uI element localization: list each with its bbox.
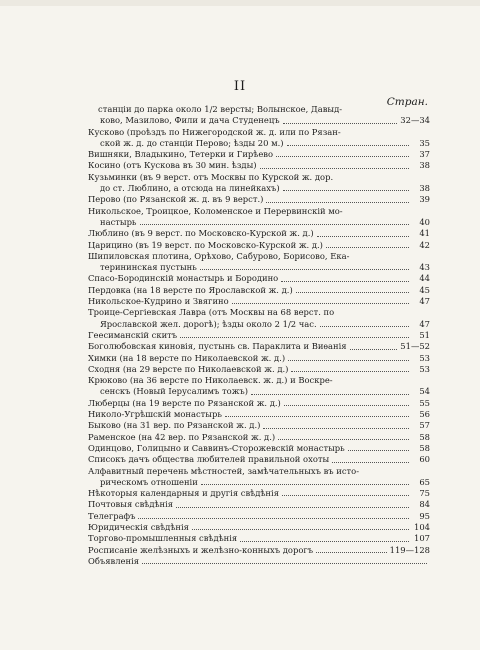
toc-line bbox=[88, 127, 430, 138]
toc-entry-text: терининская пустынь bbox=[100, 262, 197, 273]
toc-page-number: 40 bbox=[419, 216, 430, 227]
toc-line bbox=[88, 183, 430, 194]
toc-line bbox=[88, 296, 430, 307]
toc-page-number: 84 bbox=[419, 499, 430, 510]
toc-line bbox=[88, 409, 430, 420]
toc-page-number: 95 bbox=[419, 510, 430, 521]
toc-entry-text: Крюково (на 36 версте по Николаевск. ж. д.) и Воскре- bbox=[88, 375, 333, 386]
dot-leader bbox=[282, 495, 409, 496]
toc-line bbox=[88, 149, 430, 160]
toc-page-number: 51—52 bbox=[400, 341, 430, 352]
toc-entry-text: Спасо-Бородинскій монастырь и Бородино bbox=[88, 273, 279, 284]
toc-line bbox=[88, 477, 430, 488]
dot-leader bbox=[263, 428, 409, 429]
toc-line bbox=[88, 454, 430, 465]
toc-entry-text: Пердовка (на 18 версте по Ярославской ж. д.) bbox=[88, 284, 293, 295]
toc-page-number: 75 bbox=[419, 488, 430, 499]
dot-leader bbox=[278, 439, 409, 440]
toc-entry-text: Люблино (въ 9 верст. по Московско-Курской ж. д.) bbox=[88, 228, 314, 239]
table-of-contents bbox=[88, 104, 430, 567]
toc-line bbox=[88, 104, 430, 115]
toc-page-number: 35 bbox=[419, 137, 430, 148]
toc-line bbox=[88, 330, 430, 341]
toc-entry-text: ской ж. д. до станціи Перово; ѣзды 20 м.) bbox=[100, 137, 284, 148]
toc-line bbox=[88, 319, 430, 330]
dot-leader bbox=[291, 371, 409, 372]
dot-leader bbox=[316, 552, 387, 553]
pages-column-label: Стран. bbox=[386, 96, 428, 108]
dot-leader bbox=[138, 518, 409, 519]
toc-line bbox=[88, 251, 430, 262]
toc-line bbox=[88, 375, 430, 386]
dot-leader bbox=[142, 563, 427, 564]
toc-line bbox=[88, 341, 430, 352]
toc-line bbox=[88, 194, 430, 205]
dot-leader bbox=[240, 541, 409, 542]
toc-entry-text: рическомъ отношеніи bbox=[100, 476, 198, 487]
dot-leader bbox=[283, 123, 398, 124]
toc-page-number: 37 bbox=[419, 149, 430, 160]
dot-leader bbox=[225, 416, 409, 417]
toc-page-number: 119—128 bbox=[389, 544, 430, 555]
toc-page-number: 39 bbox=[419, 194, 430, 205]
toc-page-number: 53 bbox=[419, 363, 430, 374]
toc-entry-text: Раменское (на 42 вер. по Рязанской ж. д.) bbox=[88, 431, 276, 442]
toc-entry-text: Люберцы (на 19 версте по Рязанской ж. д.) bbox=[88, 397, 281, 408]
toc-page-number: 47 bbox=[419, 318, 430, 329]
toc-entry-text: станціи до парка около 1/2 версты; Волынское, Давыд- bbox=[98, 104, 343, 114]
dot-leader bbox=[232, 303, 409, 304]
toc-page-number: 45 bbox=[419, 284, 430, 295]
dot-leader bbox=[176, 507, 409, 508]
toc-line bbox=[88, 499, 430, 510]
toc-line bbox=[88, 545, 430, 556]
toc-page-number: 57 bbox=[419, 420, 430, 431]
toc-page-number: 41 bbox=[419, 228, 430, 239]
toc-line bbox=[88, 285, 430, 296]
toc-entry-text: Перово (по Рязанской ж. д. въ 9 верст.) bbox=[88, 194, 264, 205]
toc-entry-text: Торгово-промышленныя свѣдѣнія bbox=[88, 533, 238, 544]
toc-entry-text: до ст. Люблино, а отсюда на линейкахъ) bbox=[100, 183, 280, 194]
toc-page-number: 56 bbox=[419, 409, 430, 420]
toc-entry-text: Росписаніе желѣзныхъ и желѣзно-конныхъ дорогъ bbox=[88, 544, 314, 555]
toc-entry-text: Быково (на 31 вер. по Рязанской ж. д.) bbox=[88, 420, 261, 431]
toc-entry-text: Алфавитный перечень мѣстностей, замѣчательныхъ въ исто- bbox=[88, 465, 360, 476]
toc-line bbox=[88, 443, 430, 454]
toc-line bbox=[88, 533, 430, 544]
toc-entry-text: Объявленія bbox=[88, 555, 140, 566]
dot-leader bbox=[332, 462, 409, 463]
toc-entry-text: Сходня (на 29 версте по Николаевской ж. д.) bbox=[88, 363, 289, 374]
toc-page-number: 38 bbox=[419, 183, 430, 194]
toc-entry-text: Вишняки, Владыкино, Тетерки и Гирѣево bbox=[88, 149, 274, 160]
toc-page-number: 53 bbox=[419, 352, 430, 363]
toc-page-number: 44 bbox=[419, 273, 430, 284]
toc-line bbox=[88, 398, 430, 409]
page-numeral: II bbox=[233, 79, 247, 94]
toc-line bbox=[88, 353, 430, 364]
toc-entry-text: Юридическія свѣдѣнія bbox=[88, 521, 189, 532]
dot-leader bbox=[201, 484, 409, 485]
toc-page-number: 54 bbox=[419, 386, 430, 397]
dot-leader bbox=[320, 326, 409, 327]
toc-page-number: 55 bbox=[419, 397, 430, 408]
toc-entry-text: Косино (отъ Кускова въ 30 мин. ѣзды) bbox=[88, 160, 257, 171]
toc-page-number: 38 bbox=[419, 160, 430, 171]
dot-leader bbox=[260, 168, 410, 169]
toc-entry-text: ково, Мазилово, Фили и дача Студенецъ bbox=[100, 115, 280, 126]
toc-line bbox=[88, 273, 430, 284]
toc-page-number: 42 bbox=[419, 239, 430, 250]
toc-page-number: 65 bbox=[419, 476, 430, 487]
toc-line bbox=[88, 522, 430, 533]
toc-entry-text: Геесиманскій скитъ bbox=[88, 329, 178, 340]
toc-entry-text: Списокъ дачъ общества любителей правильной охоты bbox=[88, 454, 330, 465]
dot-leader bbox=[350, 349, 398, 350]
toc-line bbox=[88, 115, 430, 126]
toc-line bbox=[88, 307, 430, 318]
toc-page-number: 107 bbox=[414, 533, 430, 544]
dot-leader bbox=[296, 292, 409, 293]
toc-page-number: 43 bbox=[419, 262, 430, 273]
toc-line bbox=[88, 240, 430, 251]
toc-page-number: 47 bbox=[419, 296, 430, 307]
toc-entry-text: Никольское, Троицкое, Коломенское и Перервинскій мо- bbox=[88, 205, 343, 216]
toc-line bbox=[88, 466, 430, 477]
toc-page-number: 60 bbox=[419, 454, 430, 465]
toc-line bbox=[88, 488, 430, 499]
toc-line bbox=[88, 228, 430, 239]
toc-entry-text: Ярославской жел. дорогѣ); ѣзды около 2 1/2 час. bbox=[100, 318, 317, 329]
toc-page-number: 58 bbox=[419, 442, 430, 453]
dot-leader bbox=[192, 529, 409, 530]
toc-entry-text: Телеграфъ bbox=[88, 510, 136, 521]
dot-leader bbox=[284, 405, 409, 406]
toc-page-number: 104 bbox=[414, 521, 430, 532]
dot-leader bbox=[251, 394, 409, 395]
dot-leader bbox=[276, 156, 409, 157]
toc-line bbox=[88, 262, 430, 273]
toc-entry-text: Царицино (въ 19 верст. по Московско-Курской ж. д.) bbox=[88, 239, 323, 250]
toc-entry-text: сенскъ (Новый Іерусалимъ тожъ) bbox=[100, 386, 249, 397]
dot-leader bbox=[287, 145, 409, 146]
toc-entry-text: Нѣкоторыя календарныя и другія свѣдѣнія bbox=[88, 488, 279, 499]
toc-page-number: 51 bbox=[419, 329, 430, 340]
toc-line bbox=[88, 511, 430, 522]
toc-entry-text: Боголюбовская киновія, пустынь св. Параклита и Виѳанія bbox=[88, 341, 347, 352]
toc-page-number: 58 bbox=[419, 431, 430, 442]
dot-leader bbox=[180, 337, 409, 338]
dot-leader bbox=[200, 269, 409, 270]
toc-entry-text: Кусково (проѣздъ по Нижегородской ж. д. или по Рязан- bbox=[88, 126, 341, 137]
toc-entry-text: Химки (на 18 версте по Николаевской ж. д.) bbox=[88, 352, 286, 363]
toc-entry-text: настырь bbox=[100, 216, 137, 227]
toc-entry-text: Троице-Сергіевская Лавра (отъ Москвы на 68 верст. по bbox=[88, 307, 335, 318]
toc-entry-text: Почтовыя свѣдѣнія bbox=[88, 499, 174, 510]
toc-line bbox=[88, 160, 430, 171]
toc-line bbox=[88, 556, 430, 567]
toc-entry-text: Никольское-Кудрино и Звягино bbox=[88, 296, 229, 307]
toc-line bbox=[88, 172, 430, 183]
toc-line bbox=[88, 217, 430, 228]
toc-entry-text: Кузьминки (въ 9 верст. отъ Москвы по Курской ж. дор. bbox=[88, 171, 334, 182]
dot-leader bbox=[266, 202, 409, 203]
dot-leader bbox=[281, 281, 409, 282]
toc-line bbox=[88, 386, 430, 397]
toc-entry-text: Николо-Угрѣшскій монастырь bbox=[88, 409, 222, 420]
toc-line bbox=[88, 420, 430, 431]
toc-line bbox=[88, 432, 430, 443]
dot-leader bbox=[283, 190, 409, 191]
dot-leader bbox=[326, 247, 409, 248]
toc-line bbox=[88, 206, 430, 217]
toc-page-number: 32—34 bbox=[400, 115, 430, 126]
toc-entry-text: Одинцово, Голицыно и Саввинъ-Сторожевскій монастырь bbox=[88, 442, 345, 453]
toc-line bbox=[88, 138, 430, 149]
dot-leader bbox=[317, 236, 409, 237]
page-edge bbox=[0, 0, 480, 6]
toc-line bbox=[88, 364, 430, 375]
dot-leader bbox=[348, 450, 409, 451]
dot-leader bbox=[288, 360, 409, 361]
toc-entry-text: Шипиловская плотина, Орѣхово, Сабурово, Борисово, Ека- bbox=[88, 250, 350, 261]
dot-leader bbox=[140, 224, 410, 225]
